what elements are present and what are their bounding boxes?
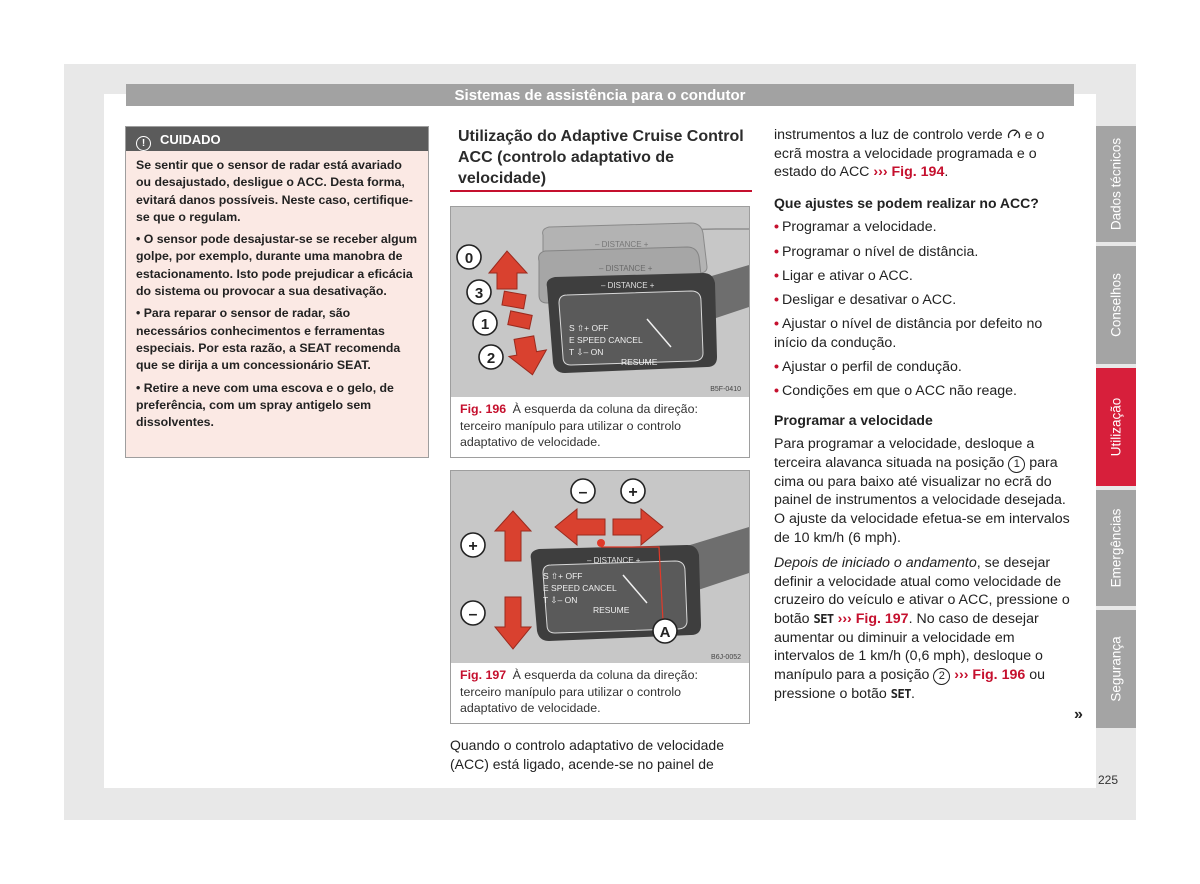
section-rule <box>450 190 752 192</box>
callout-a-marker <box>653 619 677 643</box>
list-item: • Ligar e ativar o ACC. <box>774 267 913 284</box>
caution-title: CUIDADO <box>160 132 221 147</box>
svg-text:E SPEED CANCEL: E SPEED CANCEL <box>543 583 617 593</box>
list-item: • Programar o nível de distância. <box>774 243 979 260</box>
figure-197 <box>450 470 750 724</box>
svg-text:+: + <box>468 538 478 555</box>
svg-text:–: – <box>578 484 588 501</box>
control-light-paragraph: instrumentos a luz de controlo verde e o ecrã mostra a velocidade programada e o estado do ACC ››› Fig. 194. <box>774 127 1045 181</box>
figure-code: B5F-0410 <box>710 386 741 393</box>
caution-header <box>126 127 428 151</box>
program-speed-heading: Programar a velocidade <box>774 411 933 428</box>
svg-text:A: A <box>659 624 671 641</box>
figure-code: B6J-0052 <box>711 654 741 661</box>
minus-speed-marker <box>461 601 485 625</box>
right-column <box>774 126 1070 703</box>
list-item: • Ajustar o nível de distância por defeito no início da condução. <box>774 316 1043 351</box>
svg-text:2: 2 <box>486 350 496 367</box>
fig-196-link[interactable]: ››› Fig. 196 <box>954 666 1026 683</box>
caution-item: • Retire a neve com uma escova e o gelo, de preferência, com um spray antigelo sem dissolventes. <box>136 380 394 430</box>
caution-intro: Se sentir que o sensor de radar está avariado ou desajustado, desligue o ACC. Desta forma, evitará danos possíveis. Neste caso, certifique-se que o regulam. <box>136 158 413 224</box>
tab-emergencias[interactable]: Emergências <box>1096 490 1136 606</box>
position-2-badge: 2 <box>933 668 950 685</box>
tab-seguranca[interactable]: Segurança <box>1096 610 1136 728</box>
figure-caption: Fig. 197 À esquerda da coluna da direção: terceiro manípulo para utilizar o controlo adaptativo de velocidade. <box>460 668 698 715</box>
tab-dados-tecnicos[interactable]: Dados técnicos <box>1096 126 1136 242</box>
svg-text:E SPEED CANCEL: E SPEED CANCEL <box>569 335 643 345</box>
fig-194-link[interactable]: ››› Fig. 194 <box>873 164 945 181</box>
position-2-marker <box>479 345 503 369</box>
tab-utilizacao[interactable]: Utilização <box>1096 368 1136 486</box>
list-item: • Ajustar o perfil de condução. <box>774 358 962 375</box>
chapter-header: Sistemas de assistência para o condutor <box>126 84 1074 106</box>
caution-box <box>125 126 429 458</box>
plus-distance-marker <box>621 479 645 503</box>
warning-circle-icon: ! <box>136 136 151 151</box>
svg-text:– DISTANCE +: – DISTANCE + <box>601 281 655 290</box>
caution-item: • Para reparar o sensor de radar, são necessários conhecimentos e ferramentas especiais. Por esta razão, a SEAT recomenda que se dirija a um concessionário SEAT. <box>136 306 401 373</box>
acc-on-paragraph: Quando o controlo adaptativo de velocidade (ACC) está ligado, acende-se no painel de <box>450 737 724 772</box>
set-speed-paragraph: Depois de iniciado o andamento, se desejar definir a velocidade atual como velocidade de cruzeiro do veículo e ativar o ACC, pressione o botão SET ››› Fig. 197. No caso de desejar aumentar ou diminuir a velocidade em intervalos de 1 km/h (0,6 mph), desloque o manípulo para a posição 2 ››› Fig. 196 ou pressione o botão SET. <box>774 555 1070 702</box>
continue-marker: » <box>1074 706 1083 723</box>
set-button-label: SET <box>813 612 834 627</box>
svg-text:1: 1 <box>480 316 490 333</box>
svg-text:RESUME: RESUME <box>593 605 630 615</box>
adjustments-list <box>774 218 1070 400</box>
lever-main <box>547 273 717 373</box>
figure-196 <box>450 206 750 458</box>
svg-text:+: + <box>628 484 638 501</box>
svg-text:S ⇧+ OFF: S ⇧+ OFF <box>569 323 609 333</box>
svg-text:0: 0 <box>464 250 474 267</box>
plus-speed-marker <box>461 533 485 557</box>
svg-text:– DISTANCE +: – DISTANCE + <box>587 556 641 565</box>
speedometer-icon <box>1007 128 1021 140</box>
list-item: • Desligar e desativar o ACC. <box>774 291 957 308</box>
page-number: 225 <box>1098 773 1119 787</box>
svg-text:–: – <box>468 606 478 623</box>
caution-item: • O sensor pode desajustar-se se receber algum golpe, por exemplo, durante uma manobra de estacionamento. Isto pode prejudicar a eficácia do sistema ou provocar a sua desativação. <box>136 232 418 299</box>
minus-distance-marker <box>571 479 595 503</box>
list-item: • Condições em que o ACC não reage. <box>774 383 1017 400</box>
position-3-marker <box>467 280 491 304</box>
position-1-badge: 1 <box>1008 456 1025 473</box>
svg-text:RESUME: RESUME <box>621 357 658 367</box>
fig196-illustration <box>451 207 749 397</box>
set-button-label: SET <box>890 686 911 701</box>
svg-text:T ⇩– ON: T ⇩– ON <box>543 595 578 605</box>
adjustments-heading: Que ajustes se podem realizar no ACC? <box>774 194 1039 211</box>
section-title: Utilização do Adaptive Cruise Control ACC (controlo adaptativo de velocidade) <box>458 128 744 187</box>
tab-conselhos[interactable]: Conselhos <box>1096 246 1136 364</box>
fig197-illustration <box>451 471 749 663</box>
list-item: • Programar a velocidade. <box>774 219 937 236</box>
position-1-marker <box>473 311 497 335</box>
svg-text:3: 3 <box>474 285 484 302</box>
caution-body <box>126 151 428 431</box>
fig-197-link[interactable]: ››› Fig. 197 <box>837 611 909 628</box>
svg-text:S ⇧+ OFF: S ⇧+ OFF <box>543 571 583 581</box>
svg-text:– DISTANCE +: – DISTANCE + <box>595 240 649 249</box>
figure-caption: Fig. 196 À esquerda da coluna da direção: terceiro manípulo para utilizar o controlo adaptativo de velocidade. <box>460 402 698 449</box>
svg-text:T ⇩– ON: T ⇩– ON <box>569 347 604 357</box>
program-speed-paragraph: Para programar a velocidade, desloque a terceira alavanca situada na posição 1 para cima ou para baixo até visualizar no ecrã do painel de instrumentos a velocidade desejada. O ajuste da velocidade efetua-se em intervalos de 10 km/h (6 mph). <box>774 436 1070 546</box>
svg-text:– DISTANCE +: – DISTANCE + <box>599 264 653 273</box>
position-0-marker <box>457 245 481 269</box>
